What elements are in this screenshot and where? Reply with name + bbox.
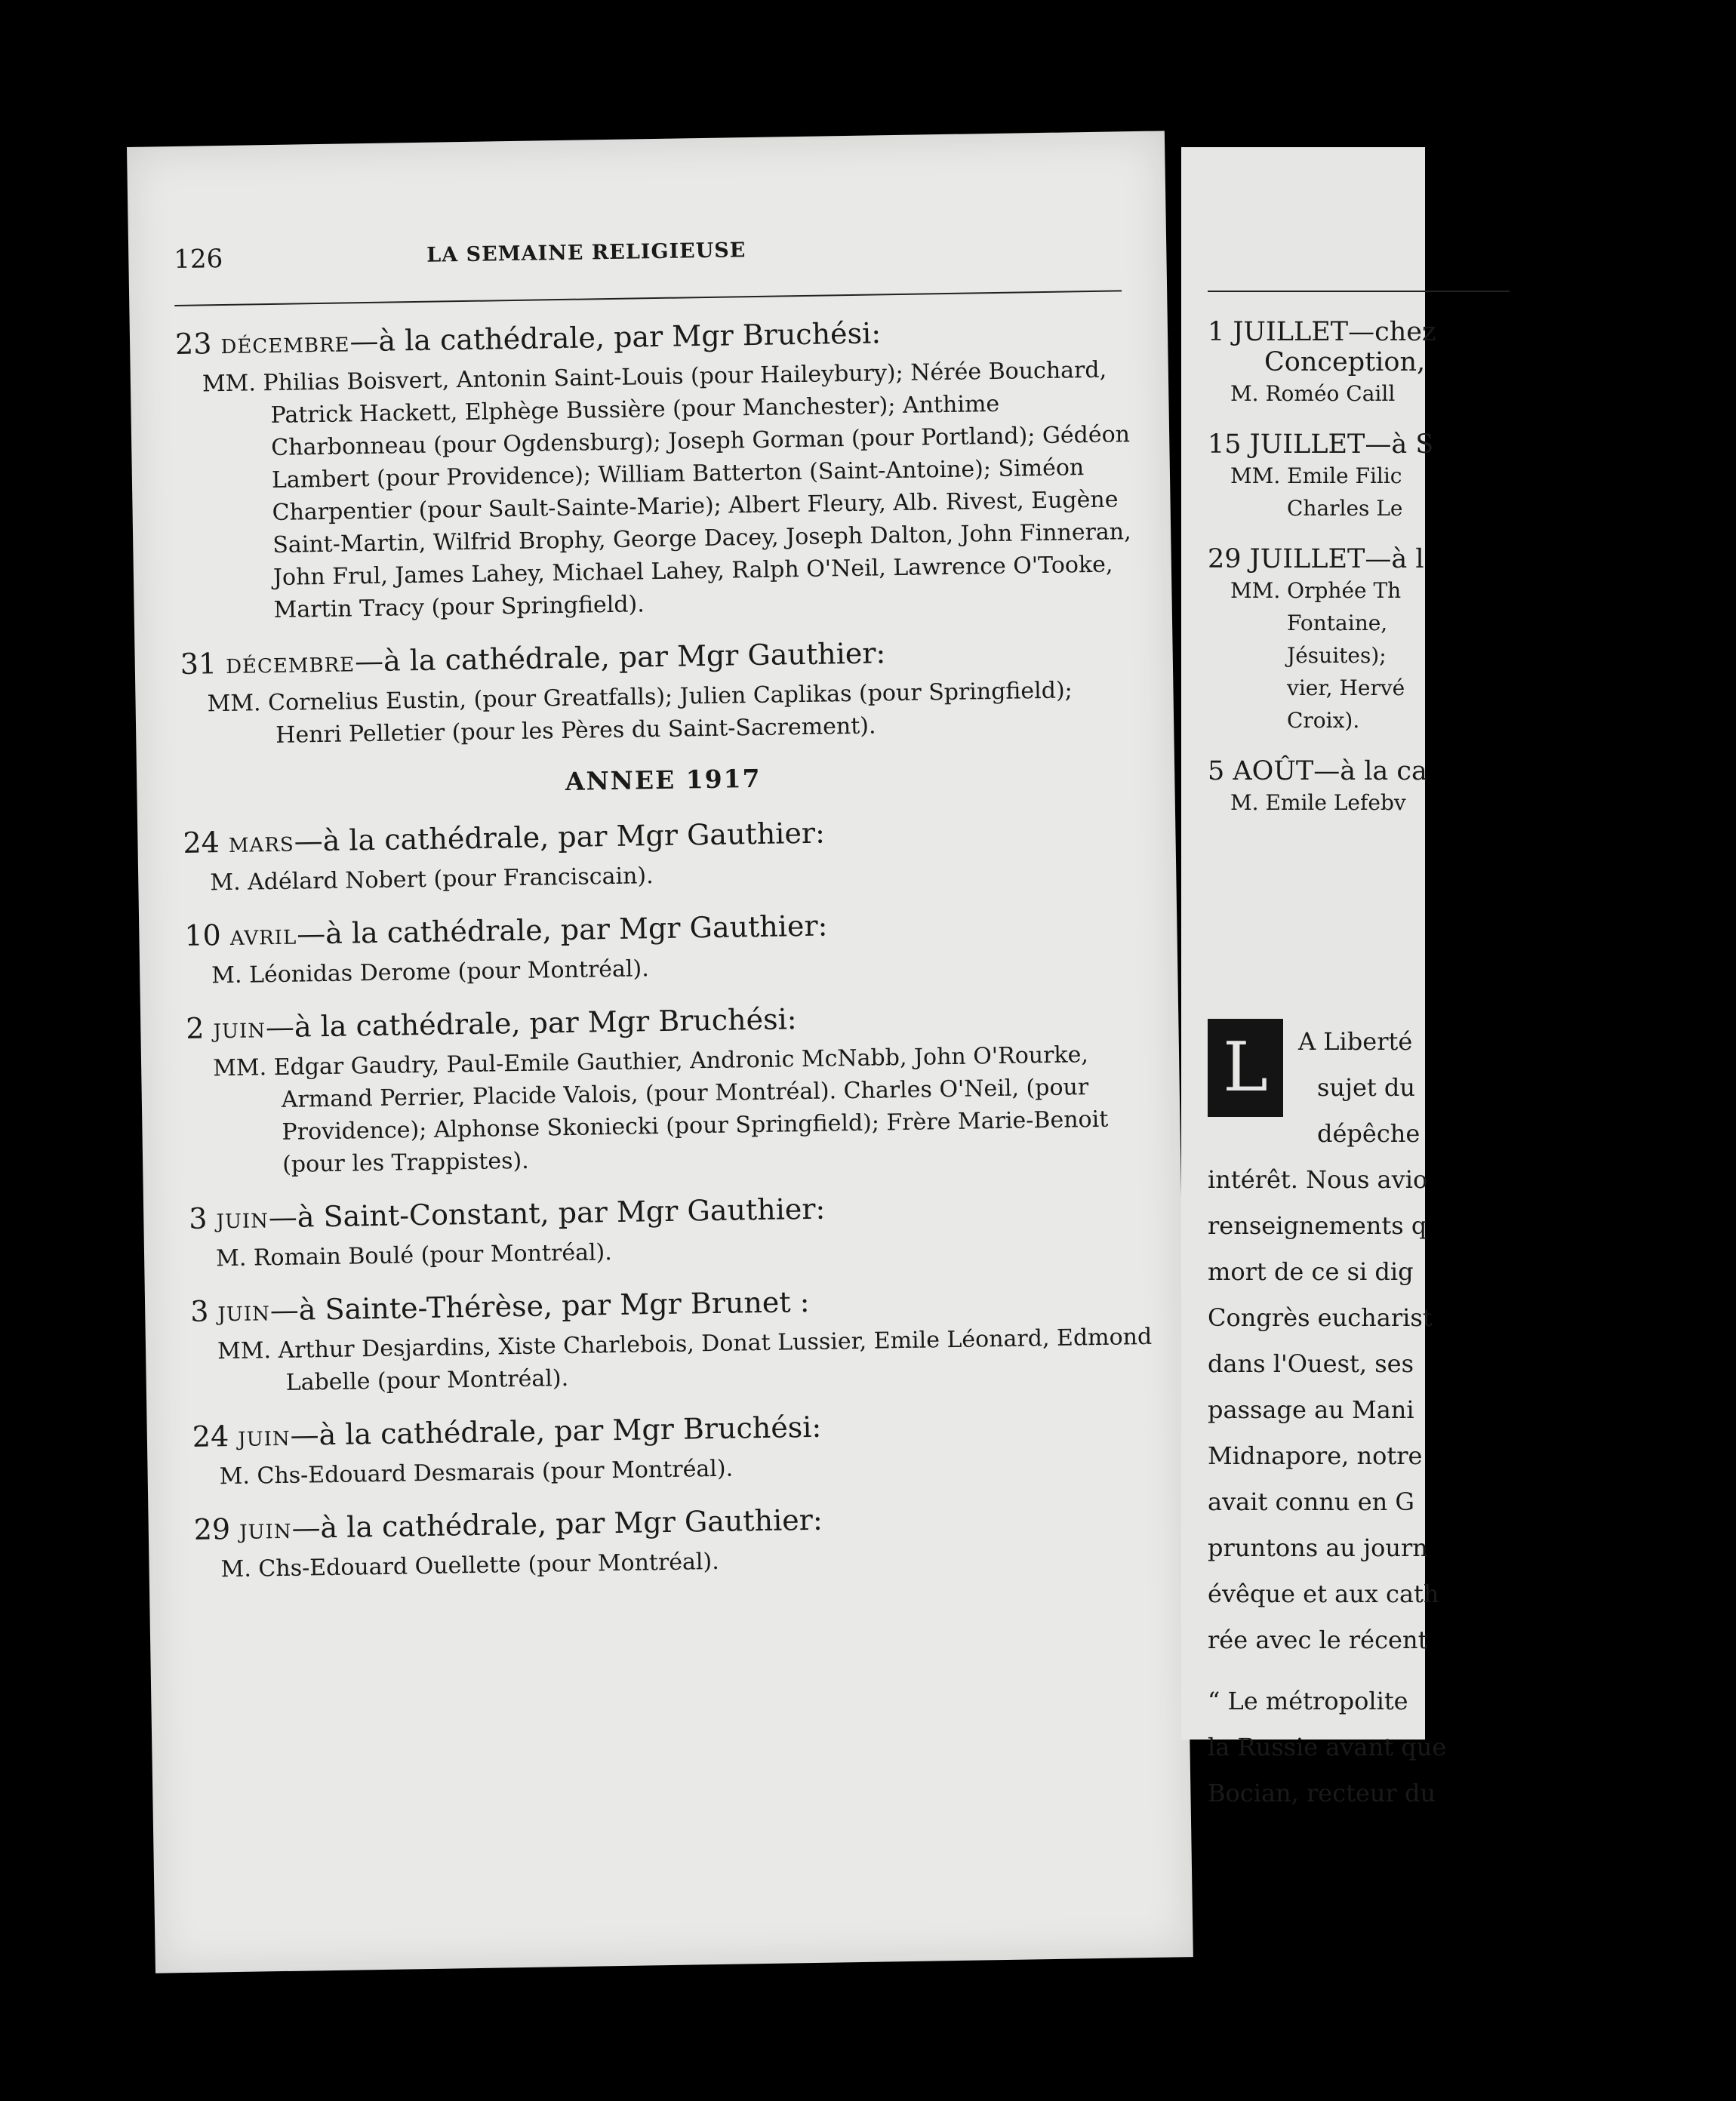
ordination-entry bbox=[193, 1498, 1156, 1586]
page-header bbox=[174, 229, 1122, 290]
article-line: pruntons au journ bbox=[1208, 1533, 1428, 1562]
year-heading: ANNEE 1917 bbox=[565, 763, 762, 796]
entry-day: 3 bbox=[188, 1201, 208, 1235]
article-line: sujet du bbox=[1317, 1073, 1416, 1102]
entry-day: 24 bbox=[192, 1420, 229, 1453]
right-article bbox=[1208, 1019, 1736, 1816]
entry-day: 2 bbox=[186, 1011, 205, 1045]
entry-day: 10 bbox=[184, 918, 222, 952]
entry-place: —à la cathédrale, par Mgr Bruchési: bbox=[290, 1410, 822, 1452]
right-entry-line: M. Roméo Caill bbox=[1230, 381, 1396, 406]
ordination-list bbox=[175, 312, 1157, 1606]
right-entries bbox=[1208, 317, 1661, 838]
entry-names: MM. Edgar Gaudry, Paul-Emile Gauthier, Andronic McNabb, John O'Rourke, Armand Perrier, Placide Valois, (pour Montréal). Charles O'Neil, (pour Providence); Alphonse Skoniecki (pour Springfield); Frère Marie-Benoit (pour les Trappistes). bbox=[212, 1041, 1109, 1178]
article-line: dépêche bbox=[1317, 1119, 1421, 1148]
right-entry-line: Fontaine, bbox=[1287, 611, 1388, 635]
article-line: mort de ce si dig bbox=[1208, 1257, 1414, 1286]
right-entry-heading: 15 JUILLET—à S bbox=[1208, 429, 1434, 460]
entry-heading bbox=[193, 1498, 1156, 1546]
entry-heading bbox=[192, 1405, 1156, 1453]
article-line: évêque et aux cath bbox=[1208, 1580, 1439, 1608]
article-line: Congrès eucharist bbox=[1208, 1303, 1433, 1332]
ordination-entry bbox=[189, 1187, 1152, 1275]
ordination-entry bbox=[184, 904, 1147, 992]
article-text bbox=[1208, 1019, 1736, 1816]
entry-day: 24 bbox=[183, 826, 220, 860]
article-line: “ Le métropolite bbox=[1208, 1687, 1408, 1715]
right-entry bbox=[1208, 429, 1661, 524]
entry-day: 23 bbox=[174, 327, 212, 361]
right-entry-heading: 1 JUILLET—chez bbox=[1208, 317, 1436, 347]
right-entry-line: vier, Hervé bbox=[1287, 675, 1405, 700]
article-line: renseignements q bbox=[1208, 1211, 1427, 1240]
article-line: intérêt. Nous avio bbox=[1208, 1165, 1428, 1194]
entry-month: JUIN bbox=[217, 1303, 271, 1327]
right-entry-line: MM. Orphée Th bbox=[1230, 578, 1402, 603]
entry-names: M. Chs-Edouard Ouellette (pour Montréal). bbox=[220, 1548, 720, 1583]
entry-day: 3 bbox=[189, 1294, 209, 1328]
entry-names: M. Léonidas Derome (pour Montréal). bbox=[211, 955, 650, 989]
article-line: Bocian, recteur du bbox=[1208, 1779, 1436, 1807]
article-line: la Russie avant que bbox=[1208, 1733, 1447, 1761]
entry-month: AVRIL bbox=[229, 926, 297, 950]
entry-place: —à la cathédrale, par Mgr Bruchési: bbox=[265, 1002, 797, 1044]
article-line: A Liberté bbox=[1298, 1027, 1413, 1056]
ordination-entry bbox=[186, 997, 1150, 1183]
running-title: LA SEMAINE RELIGIEUSE bbox=[426, 238, 746, 267]
entry-month: JUIN bbox=[216, 1210, 269, 1234]
entry-month: MARS bbox=[228, 833, 294, 857]
ordination-entry bbox=[190, 1280, 1154, 1401]
entry-names: MM. Arthur Desjardins, Xiste Charlebois, Donat Lussier, Emile Léonard, Edmond Labelle (pour Montréal). bbox=[217, 1323, 1153, 1396]
right-entry-heading: 29 JUILLET—à l bbox=[1208, 544, 1424, 574]
entries-1916 bbox=[175, 312, 1144, 753]
entry-day: 31 bbox=[180, 647, 217, 681]
page-number: 126 bbox=[174, 244, 223, 275]
entry-month: DÉCEMBRE bbox=[225, 654, 356, 679]
entry-day: 29 bbox=[193, 1512, 231, 1546]
entry-heading bbox=[183, 811, 1146, 860]
ordination-entry bbox=[175, 312, 1142, 628]
right-entry-line: Charles Le bbox=[1287, 496, 1403, 521]
ordination-entry bbox=[180, 632, 1143, 753]
entry-names: M. Chs-Edouard Desmarais (pour Montréal). bbox=[219, 1455, 734, 1490]
right-page bbox=[1181, 147, 1447, 1807]
entry-heading bbox=[190, 1280, 1153, 1328]
ordination-entry bbox=[183, 811, 1146, 900]
entry-names: MM. Philias Boisvert, Antonin Saint-Louis (pour Haileybury); Nérée Bouchard, Patrick Hackett, Elphège Bussière (pour Manchester); Anthime Charbonneau (pour Ogdensburg); Joseph Gorman (pour Portland); Gédéon Lambert (pour Providence); William Batterton (Saint-Antoine); Siméon Charpentier (pour Sault-Sainte-Marie); Albert Fleury, Alb. Rivest, Eugène Saint-Martin, Wilfrid Brophy, George Dacey, Joseph Dalton, John Finneran, John Frul, James Lahey, Michael Lahey, Ralph O'Neil, Lawrence O'Tooke, Martin Tracy (pour Springfield). bbox=[202, 356, 1131, 624]
article-line: rée avec le récent bbox=[1208, 1626, 1428, 1654]
entry-month: JUIN bbox=[213, 1020, 266, 1044]
entry-heading bbox=[184, 904, 1147, 952]
right-entry-subheading: Conception, bbox=[1264, 347, 1426, 377]
article-line: passage au Mani bbox=[1208, 1395, 1414, 1424]
right-entry bbox=[1208, 544, 1661, 737]
right-entry-line: Jésuites); bbox=[1287, 643, 1387, 668]
entry-heading bbox=[189, 1187, 1152, 1235]
right-entry-line: MM. Emile Filic bbox=[1230, 463, 1402, 488]
entry-heading bbox=[175, 312, 1138, 361]
right-entry-heading: 5 AOÛT—à la ca bbox=[1208, 756, 1427, 786]
left-page bbox=[127, 131, 1193, 1973]
entry-month: DÉCEMBRE bbox=[220, 334, 350, 359]
entry-names: MM. Cornelius Eustin, (pour Greatfalls); Julien Caplikas (pour Springfield); Henri Pelletier (pour les Pères du Saint-Sacrement). bbox=[207, 677, 1073, 749]
right-entry bbox=[1208, 756, 1661, 819]
ordination-entry bbox=[192, 1405, 1156, 1493]
entry-month: JUIN bbox=[239, 1520, 292, 1544]
entry-place: —à la cathédrale, par Mgr Gauthier: bbox=[294, 816, 826, 858]
header-rule bbox=[174, 290, 1122, 306]
entry-place: —à la cathédrale, par Mgr Gauthier: bbox=[354, 636, 886, 678]
right-entry bbox=[1208, 317, 1661, 410]
entry-month: JUIN bbox=[238, 1427, 291, 1451]
right-entry-line: M. Emile Lefebv bbox=[1230, 790, 1406, 815]
article-line: dans l'Ouest, ses bbox=[1208, 1349, 1414, 1378]
dropcap-letter: L bbox=[1208, 1019, 1283, 1117]
right-header-rule bbox=[1208, 291, 1510, 292]
right-entry-line: Croix). bbox=[1287, 708, 1360, 733]
entries-1917 bbox=[183, 811, 1157, 1586]
article-line: avait connu en G bbox=[1208, 1487, 1414, 1516]
entry-place: —à la cathédrale, par Mgr Gauthier: bbox=[296, 909, 828, 951]
entry-names: M. Adélard Nobert (pour Franciscain). bbox=[210, 863, 654, 897]
entry-place: —à la cathédrale, par Mgr Gauthier: bbox=[291, 1503, 823, 1545]
entry-heading bbox=[186, 997, 1149, 1045]
entry-names: M. Romain Boulé (pour Montréal). bbox=[215, 1239, 613, 1272]
entry-place: —à Sainte-Thérèse, par Mgr Brunet : bbox=[269, 1284, 810, 1327]
entry-heading bbox=[180, 632, 1143, 681]
entry-place: —à la cathédrale, par Mgr Bruchési: bbox=[349, 316, 882, 358]
entry-place: —à Saint-Constant, par Mgr Gauthier: bbox=[268, 1192, 826, 1235]
article-line: Midnapore, notre bbox=[1208, 1441, 1423, 1470]
